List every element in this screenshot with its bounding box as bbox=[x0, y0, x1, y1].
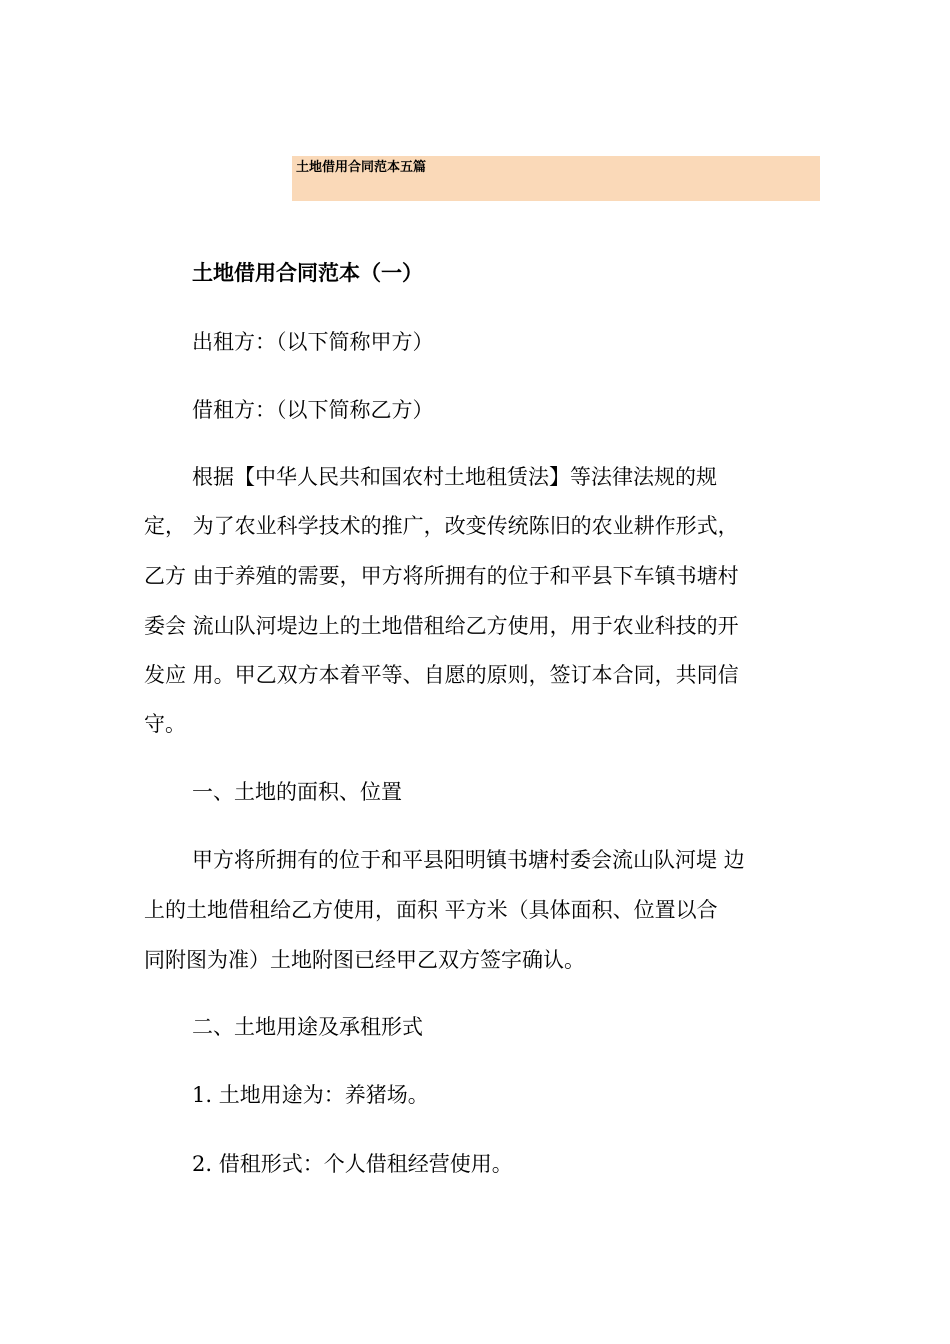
clause1-heading: 一、土地的面积、位置 bbox=[192, 780, 402, 804]
lessor-line: 出租方：（以下简称甲方） bbox=[192, 330, 434, 354]
lessee-line: 借租方：（以下简称乙方） bbox=[192, 398, 434, 422]
paragraph-line: 上的土地借租给乙方使用，面积 平方米（具体面积、位置以合 bbox=[144, 898, 718, 922]
header-banner bbox=[292, 156, 820, 201]
paragraph-line: 委会 流山队河堤边上的土地借租给乙方使用，用于农业科技的开 bbox=[144, 614, 739, 638]
document-header-title: 土地借用合同范本五篇 bbox=[296, 160, 427, 175]
paragraph-line: 定， 为了农业科学技术的推广，改变传统陈旧的农业耕作形式， bbox=[144, 514, 739, 538]
paragraph-line: 乙方 由于养殖的需要，甲方将所拥有的位于和平县下车镇书塘村 bbox=[144, 564, 739, 588]
paragraph-line: 发应 用。甲乙双方本着平等、自愿的原则，签订本合同，共同信 bbox=[144, 663, 739, 687]
clause2-item-lease-form: 2. 借租形式：个人借租经营使用。 bbox=[192, 1152, 513, 1176]
paragraph-line: 甲方将所拥有的位于和平县阳明镇书塘村委会流山队河堤 边 bbox=[192, 848, 745, 872]
paragraph-line: 守。 bbox=[144, 712, 186, 736]
clause2-item-land-use: 1. 土地用途为：养猪场。 bbox=[192, 1083, 429, 1107]
section-title: 土地借用合同范本（一） bbox=[192, 261, 423, 285]
clause2-heading: 二、土地用途及承租形式 bbox=[192, 1015, 423, 1039]
paragraph-line: 同附图为准）土地附图已经甲乙双方签字确认。 bbox=[144, 948, 585, 972]
paragraph-line: 根据【中华人民共和国农村土地租赁法】等法律法规的规 bbox=[192, 465, 717, 489]
